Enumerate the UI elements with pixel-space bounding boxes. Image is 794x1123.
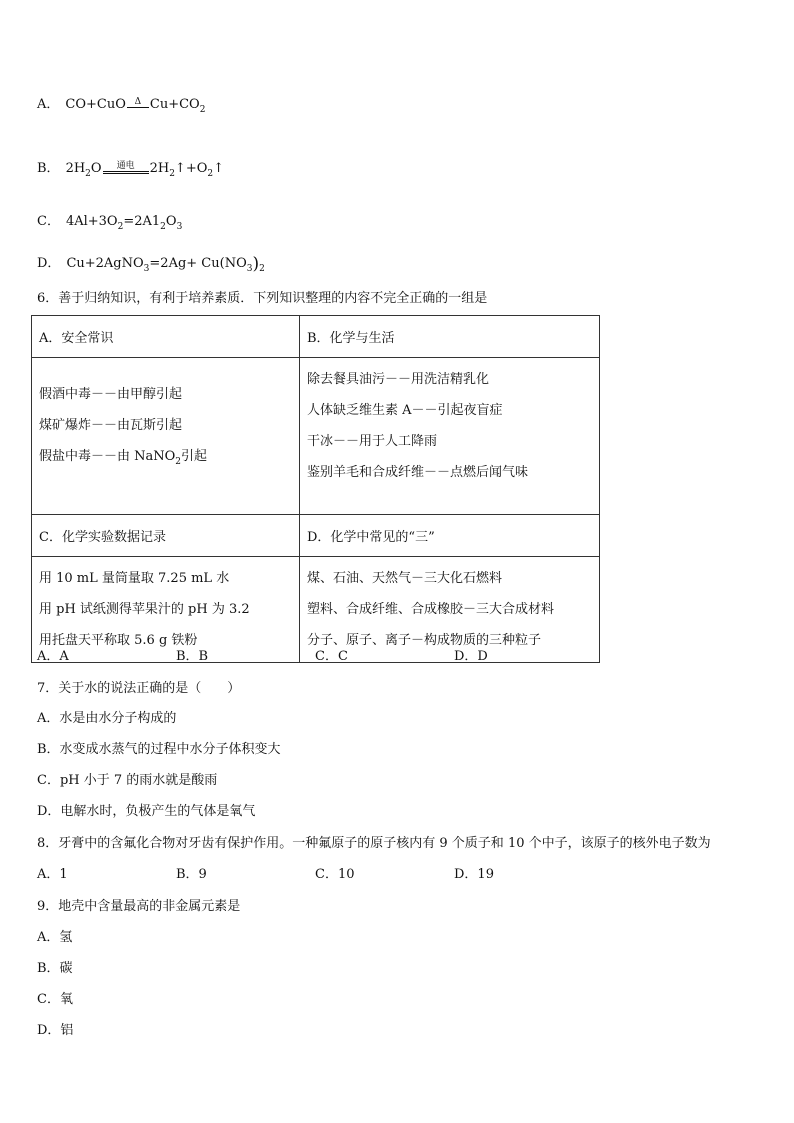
cell-a-title: A．安全常识 — [32, 316, 300, 358]
cell-d-content — [300, 557, 600, 663]
equation-part: =2Ag+ Cu — [149, 256, 220, 271]
subscript: 2 — [160, 222, 166, 232]
q9-option-b[interactable]: B．碳 — [37, 961, 73, 976]
q9-stem: 9．地壳中含量最高的非金属元素是 — [37, 899, 241, 914]
option-label: C． — [37, 214, 60, 229]
option-label: B． — [37, 161, 60, 176]
subscript: 2 — [199, 105, 206, 115]
answer-option[interactable]: A．A — [37, 649, 69, 664]
subscript: 2 — [259, 264, 265, 274]
q6-answer-options — [37, 648, 593, 666]
cell-c-title: C．化学实验数据记录 — [32, 515, 300, 557]
list-item: 分子、原子、离子－构成物质的三种粒子 — [307, 633, 542, 648]
q8-answer-options — [37, 866, 593, 884]
list-item: 鉴别羊毛和合成纤维－－点燃后闻气味 — [307, 465, 529, 480]
equation-part: O — [165, 214, 177, 229]
equation-part: (NO — [219, 256, 247, 271]
subscript: 3 — [176, 222, 183, 232]
equation-part: 2H — [65, 161, 86, 176]
q9-option-c[interactable]: C．氧 — [37, 992, 73, 1007]
answer-option[interactable]: B．B — [176, 649, 209, 664]
subscript: 3 — [143, 264, 150, 274]
text: 引起 — [181, 449, 208, 464]
reaction-condition — [127, 98, 149, 108]
list-item: 煤矿爆炸－－由瓦斯引起 — [39, 418, 183, 433]
equation-part: O — [90, 161, 102, 176]
subscript: 3 — [246, 264, 253, 274]
heat-symbol: Δ — [134, 97, 142, 107]
q7-stem: 7．关于水的说法正确的是（ ） — [37, 681, 241, 696]
option-label: D． — [37, 256, 61, 271]
equation-part: Cu+2AgNO — [66, 256, 144, 271]
list-item: 人体缺乏维生素 A－－引起夜盲症 — [307, 403, 503, 418]
answer-option[interactable]: A．1 — [37, 867, 68, 882]
list-item: 除去餐具油污－－用洗洁精乳化 — [307, 372, 490, 387]
cell-b-title: B．化学与生活 — [300, 316, 600, 358]
answer-option[interactable]: D．D — [454, 649, 488, 664]
cell-a-content — [32, 358, 300, 515]
list-item: 假酒中毒－－由甲醇引起 — [39, 387, 183, 402]
q5-option-d — [37, 255, 265, 278]
equation-part: =2A1 — [123, 214, 161, 229]
up-arrow: ↑ — [213, 161, 225, 176]
list-item: 用托盘天平称取 5.6 g 铁粉 — [39, 633, 198, 648]
cell-b-content — [300, 358, 600, 515]
answer-option[interactable]: D．19 — [454, 867, 494, 882]
q5-option-a — [37, 96, 205, 119]
answer-option[interactable]: B．9 — [176, 867, 207, 882]
q7-option-c[interactable]: C．pH 小于 7 的雨水就是酸雨 — [37, 773, 218, 788]
option-label: A． — [37, 97, 60, 112]
q9-option-d[interactable]: D．铝 — [37, 1023, 74, 1038]
q7-option-d[interactable]: D．电解水时，负极产生的气体是氧气 — [37, 804, 256, 819]
list-item: 用 pH 试纸测得苹果汁的 pH 为 3.2 — [39, 602, 250, 617]
list-item: 用 10 mL 量筒量取 7.25 mL 水 — [39, 571, 230, 586]
knowledge-table — [31, 315, 600, 663]
subscript: 2 — [207, 169, 214, 179]
q9-option-a[interactable]: A．氢 — [37, 930, 73, 945]
text: 假盐中毒－－由 NaNO — [39, 449, 176, 464]
list-item — [39, 441, 299, 478]
subscript: 2 — [117, 222, 124, 232]
q5-option-b — [37, 160, 224, 183]
q6-stem: 6．善于归纳知识，有利于培养素质．下列知识整理的内容不完全正确的一组是 — [37, 291, 488, 306]
list-item: 煤、石油、天然气－三大化石燃料 — [307, 571, 503, 586]
electrolysis-label: 通电 — [116, 161, 135, 171]
subscript: 2 — [169, 169, 175, 179]
equation-part: 2H — [149, 161, 170, 176]
answer-option[interactable]: C．C — [315, 649, 348, 664]
list-item: 干冰－－用于人工降雨 — [307, 434, 438, 449]
subscript: 2 — [175, 457, 182, 467]
q7-option-a[interactable]: A．水是由水分子构成的 — [37, 711, 177, 726]
q5-option-c — [37, 213, 182, 236]
q7-option-b[interactable]: B．水变成水蒸气的过程中水分子体积变大 — [37, 742, 281, 757]
equation-part: ↑+O — [174, 161, 208, 176]
answer-option[interactable]: C．10 — [315, 867, 355, 882]
equation-reactants: CO+CuO — [65, 97, 126, 112]
cell-d-title: D．化学中常见的“三” — [300, 515, 600, 557]
equation-part: 4Al+3O — [65, 214, 118, 229]
subscript: 2 — [85, 169, 91, 179]
equation-part: ) — [252, 254, 260, 274]
equation-products: Cu+CO — [149, 97, 200, 112]
q8-stem: 8．牙膏中的含氟化合物对牙齿有保护作用。一种氟原子的原子核内有 9 个质子和 10 个中子，该原子的核外电子数为 — [37, 836, 711, 851]
list-item: 塑料、合成纤维、合成橡胶－三大合成材料 — [307, 602, 555, 617]
reaction-condition — [103, 162, 149, 174]
cell-c-content — [32, 557, 300, 663]
